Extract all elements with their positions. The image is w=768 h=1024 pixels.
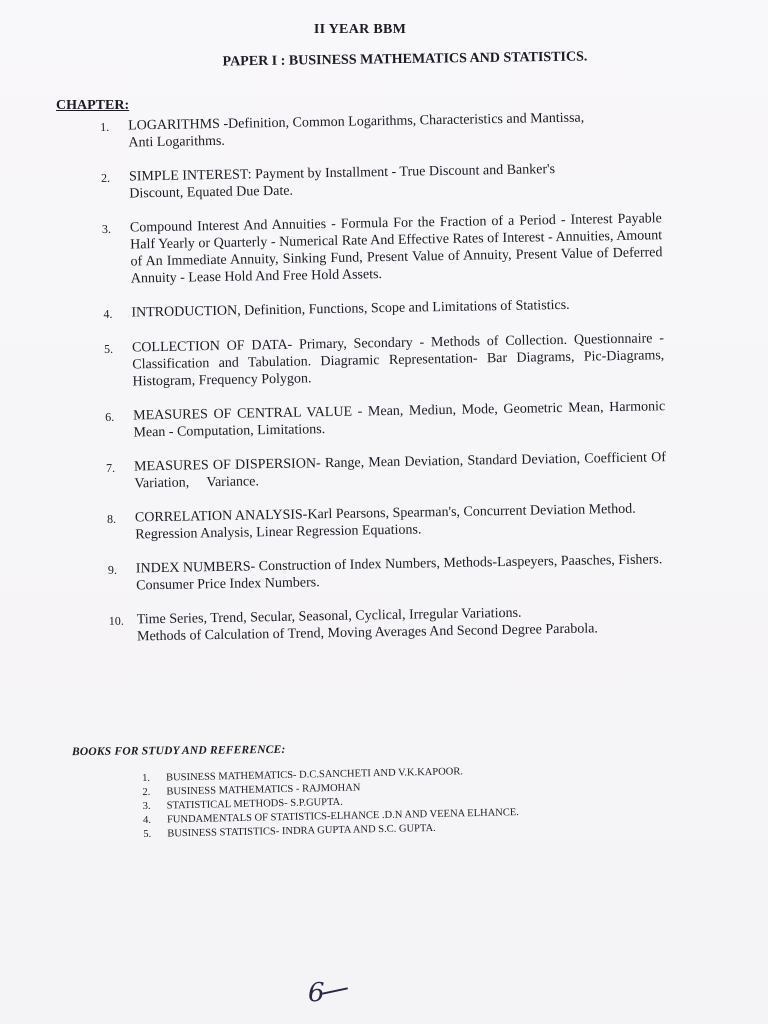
book-number: 5. xyxy=(143,828,152,840)
chapter-text: SIMPLE INTEREST: Payment by Installment - True Discount and Banker's xyxy=(128,162,556,185)
book-number: 2. xyxy=(142,786,151,798)
chapter-number: 5. xyxy=(103,341,114,356)
chapter-heading: CHAPTER: xyxy=(56,98,130,113)
chapter-text: COLLECTION OF DATA- Primary, Secondary - Methods of Collection. Questionnaire - Classification and Tabulation. Diagramic Representation- Bar Diagrams, Pic-Diagrams, Histogram, Frequency Polygon. xyxy=(131,331,665,390)
chapter-number: 1. xyxy=(100,119,110,134)
book-number: 4. xyxy=(142,814,152,826)
chapter-number: 7. xyxy=(105,460,116,475)
chapter-text: INDEX NUMBERS- Construction of Index Numbers, Methods-Laspeyers, Paasches, Fishers. xyxy=(135,552,663,577)
chapter-text: LOGARITHMS -Definition, Common Logarithms, Characteristics and Mantissa, xyxy=(128,110,585,134)
chapter-list xyxy=(100,108,669,663)
chapter-text: Anti Logarithms. xyxy=(128,133,225,151)
chapter-text: Regression Analysis, Linear Regression Equations. xyxy=(135,522,422,543)
chapter-text: MEASURES OF CENTRAL VALUE - Mean, Mediun, Mode, Geometric Mean, Harmonic Mean - Computation, Limitations. xyxy=(133,399,666,441)
books-heading: BOOKS FOR STUDY AND REFERENCE: xyxy=(71,743,286,759)
chapter-item xyxy=(101,159,662,203)
chapter-number: 9. xyxy=(107,562,118,577)
chapter-text: MEASURES OF DISPERSION- Range, Mean Deviation, Standard Deviation, Coefficient Of Variation, Variance. xyxy=(133,450,670,492)
chapter-text: Consumer Price Index Numbers. xyxy=(136,575,320,594)
chapter-text: Discount, Equated Due Date. xyxy=(129,183,294,202)
chapter-item xyxy=(100,108,661,152)
chapter-text: INTRODUCTION, Definition, Functions, Scope and Limitations of Statistics. xyxy=(131,297,570,321)
chapter-number: 2. xyxy=(100,170,111,185)
book-title: FUNDAMENTALS OF STATISTICS-ELHANCE .D.N AND VEENA ELHANCE. xyxy=(166,807,519,826)
book-title: STATISTICAL METHODS- S.P.GUPTA. xyxy=(166,796,343,812)
chapter-item xyxy=(105,398,666,442)
page-number-underline xyxy=(322,987,348,994)
paper-title: PAPER I : BUSINESS MATHEMATICS AND STATISTICS. xyxy=(222,49,588,70)
book-title: BUSINESS STATISTICS- INDRA GUPTA AND S.C. GUPTA. xyxy=(167,822,436,840)
book-title: BUSINESS MATHEMATICS - RAJMOHAN xyxy=(166,782,361,798)
chapter-item xyxy=(107,500,668,544)
chapter-item xyxy=(104,330,665,391)
chapter-text: Time Series, Trend, Secular, Seasonal, Cyclical, Irregular Variations. xyxy=(136,605,522,628)
chapter-number: 10. xyxy=(108,613,124,628)
chapter-item xyxy=(102,210,663,288)
chapter-number: 8. xyxy=(106,511,117,526)
course-year-heading: II YEAR BBM xyxy=(313,22,407,37)
book-number: 3. xyxy=(142,800,151,812)
chapter-text: CORRELATION ANALYSIS-Karl Pearsons, Spearman's, Concurrent Deviation Method. xyxy=(134,501,636,526)
handwritten-page-number: 6 xyxy=(308,978,325,1008)
chapter-item xyxy=(109,602,670,646)
book-title: BUSINESS MATHEMATICS- D.C.SANCHETI AND V.K.KAPOOR. xyxy=(166,766,464,784)
chapter-item xyxy=(103,295,663,323)
chapter-number: 6. xyxy=(105,409,115,424)
chapter-item xyxy=(105,449,670,493)
chapter-text: Methods of Calculation of Trend, Moving Averages And Second Degree Parabola. xyxy=(136,621,599,645)
chapter-item xyxy=(108,551,669,595)
chapter-number: 3. xyxy=(101,221,112,236)
book-list xyxy=(142,762,623,842)
book-number: 1. xyxy=(142,772,151,784)
chapter-number: 4. xyxy=(103,306,113,321)
chapter-text: Compound Interest And Annuities - Formula For the Fraction of a Period - Interest Payable Half Yearly or Quarterly - Numerical Rate And Effective Rates of Interest - Annuities, Amount of An Immediate Annuity, Sinking Fund, Present Value of Annuity, Present Value of Deferred Annuity - Lease Hold And Free Hold Assets. xyxy=(129,211,663,287)
